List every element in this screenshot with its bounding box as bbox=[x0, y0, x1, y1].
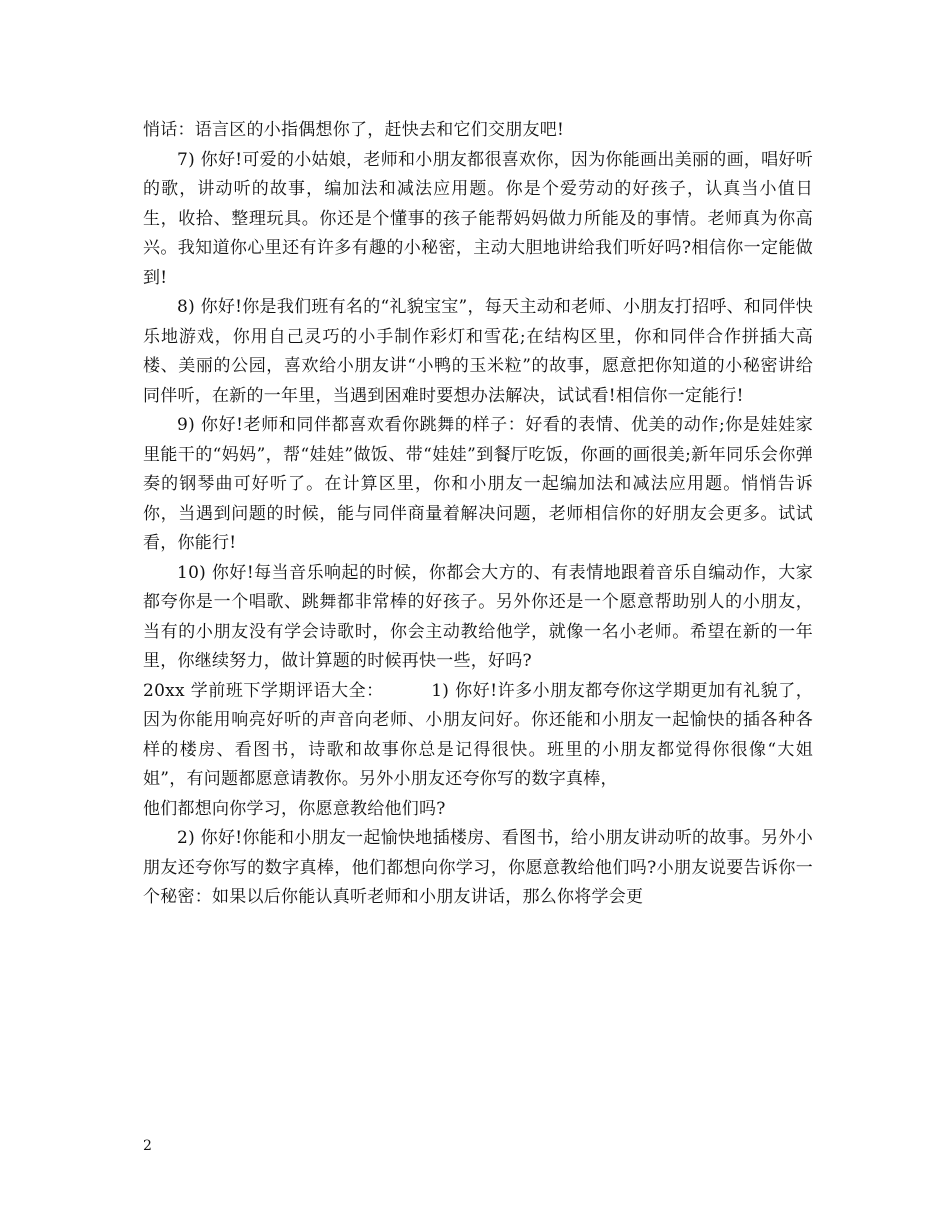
paragraph-comment-7: 7) 你好!可爱的小姑娘，老师和小朋友都很喜欢你，因为你能画出美丽的画，唱好听的歌，讲动听的故事，编加法和减法应用题。你是个爱劳动的好孩子，认真当小值日生，收拾、整理玩具。你还是个懂事的孩子能帮妈妈做力所能及的事情。老师真为你高兴。我知道你心里还有许多有趣的小秘密，主动大胆地讲给我们听好吗?相信你一定能做到! bbox=[143, 149, 813, 288]
paragraph-comment-8: 8) 你好!你是我们班有名的“礼貌宝宝”，每天主动和老师、小朋友打招呼、和同伴快乐地游戏，你用自己灵巧的小手制作彩灯和雪花;在结构区里，你和同伴合作拼插大高楼、美丽的公园，喜欢给小朋友讲“小鸭的玉米粒”的故事，愿意把你知道的小秘密讲给同伴听，在新的一年里，当遇到困难时要想办法解决，试试看!相信你一定能行! bbox=[143, 297, 813, 406]
page-number: 2 bbox=[143, 1138, 152, 1154]
paragraph-comment-2: 2) 你好!你能和小朋友一起愉快地插楼房、看图书，给小朋友讲动听的故事。另外小朋友还夸你写的数字真棒，他们都想向你学习，你愿意教给他们吗?小朋友说要告诉你一个秘密：如果以后你能认真听老师和小朋友讲话，那么你将学会更 bbox=[143, 828, 813, 907]
paragraph-section-heading: 20xx 学前班下学期评语大全： 1) 你好!许多小朋友都夸你这学期更加有礼貌了，因为你能用响亮好听的声音向老师、小朋友问好。你还能和小朋友一起愉快的插各种各样的楼房、看图书，诗歌和故事你总是记得很快。班里的小朋友都觉得你很像“大姐姐”，有问题都愿意请教你。另外小朋友还夸你写的数字真棒， 他们都想向你学习，你愿意教给他们吗? bbox=[143, 680, 813, 819]
paragraph-comment-9: 9) 你好!老师和同伴都喜欢看你跳舞的样子：好看的表情、优美的动作;你是娃娃家里能干的“妈妈”，帮“娃娃”做饭、带“娃娃”到餐厅吃饭，你画的画很美;新年同乐会你弹奏的钢琴曲可好听了。在计算区里，你和小朋友一起编加法和减法应用题。悄悄告诉你，当遇到问题的时候，能与同伴商量着解决问题，老师相信你的好朋友会更多。试试看，你能行! bbox=[143, 415, 813, 553]
paragraph-continuation: 悄话：语言区的小指偶想你了，赶快去和它们交朋友吧! bbox=[143, 120, 565, 140]
paragraph-comment-10: 10) 你好!每当音乐响起的时候，你都会大方的、有表情地跟着音乐自编动作，大家都夸你是一个唱歌、跳舞都非常棒的好孩子。另外你还是一个愿意帮助别人的小朋友，当有的小朋友没有学会诗歌时，你会主动教给他学，就像一名小老师。希望在新的一年里，你继续努力，做计算题的时候再快一些，好吗? bbox=[143, 562, 813, 671]
document-body bbox=[143, 116, 813, 913]
